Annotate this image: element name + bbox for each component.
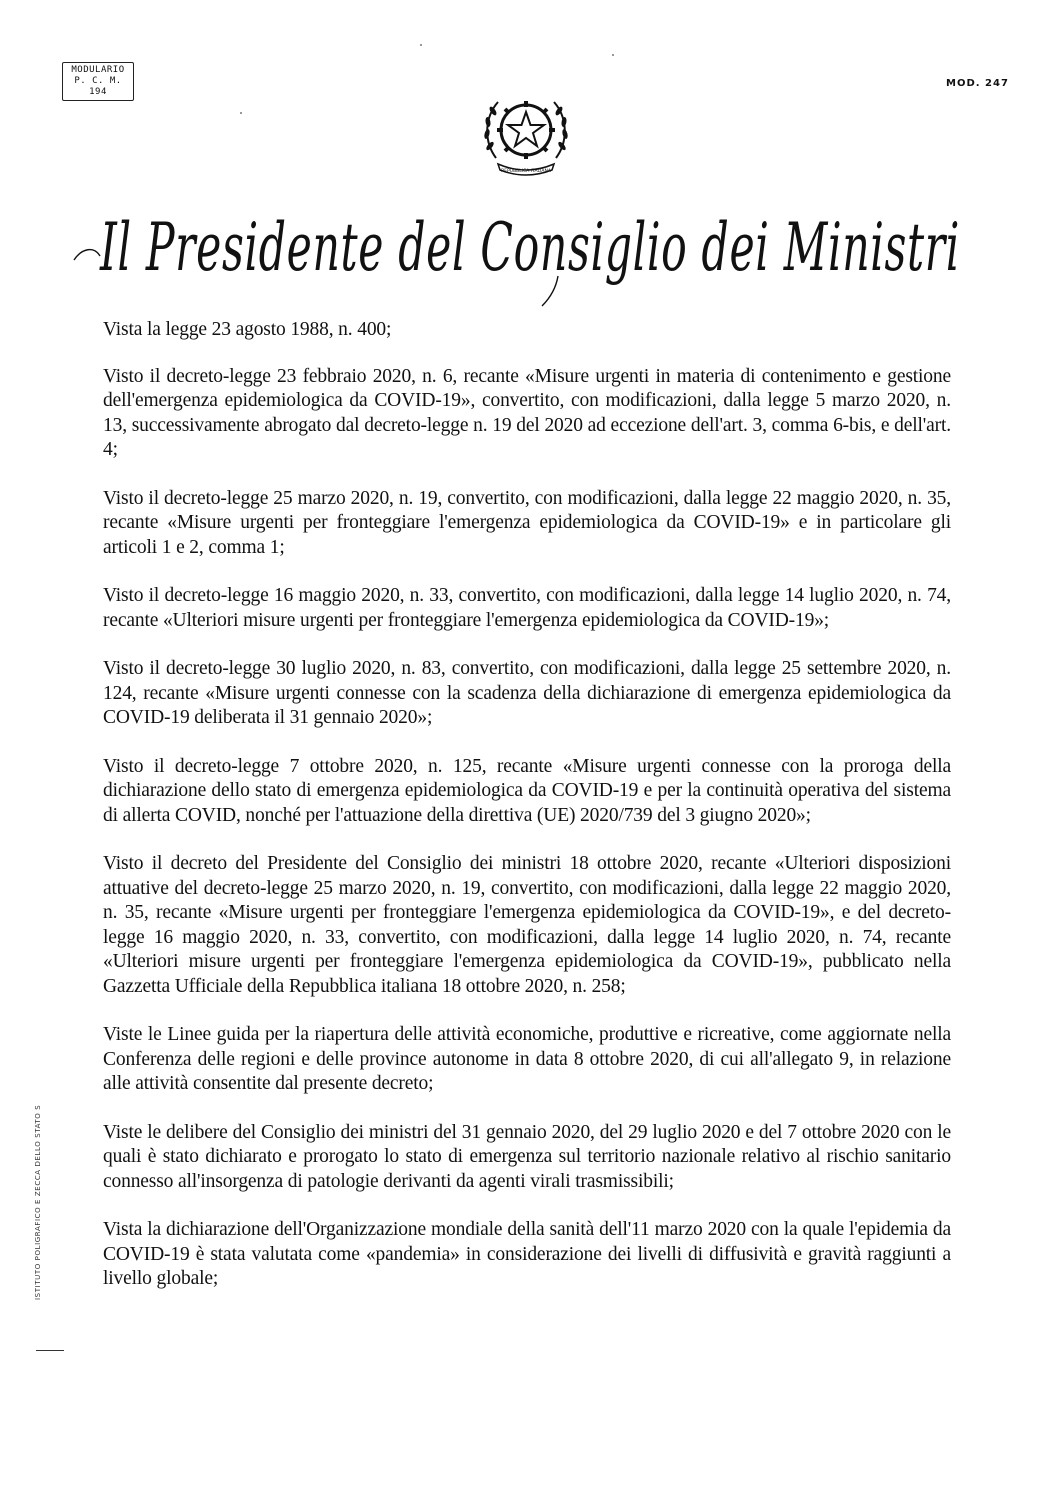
- paragraph-8: Viste le Linee guida per la riapertura delle attività economiche, produttive e ricreative, come aggiornate nella Conferenza delle regioni e delle province autonome in data 8 ottobre 2020, di cui all'allegato 9, in relazione alle attività consentite dal presente decreto;: [103, 1024, 951, 1094]
- svg-text:REPUBBLICA ITALIANA: REPUBBLICA ITALIANA: [501, 169, 551, 174]
- paragraph-7: Visto il decreto del Presidente del Consiglio dei ministri 18 ottobre 2020, recante «Ulteriori disposizioni attuative del decreto-legge 25 marzo 2020, n. 19, convertito, con modificazioni, dalla legge 22 maggio 2020, n. 35, recante «Misure urgenti per fronteggiare l'emergenza epidemiologica da COVID-19», e del decreto-legge 16 maggio 2020, n. 33, convertito, con modificazioni, dalla legge 14 luglio 2020, n. 74, recante «Ulteriori misure urgenti per fronteggiare l'emergenza epidemiologica da COVID-19», pubblicato nella Gazzetta Ufficiale della Repubblica italiana 18 ottobre 2020, n. 258;: [103, 853, 951, 997]
- paragraph-6: Visto il decreto-legge 7 ottobre 2020, n. 125, recante «Misure urgenti connesse con la proroga della dichiarazione dello stato di emergenza epidemiologica da COVID-19 e per la continuità operativa del sistema di allerta COVID, nonché per l'attuazione della direttiva (UE) 2020/739 del 3 giugno 2020»;: [103, 755, 951, 826]
- scan-speck: [612, 54, 614, 56]
- paragraph-4: Visto il decreto-legge 16 maggio 2020, n. 33, convertito, con modificazioni, dalla legge 14 luglio 2020, n. 74, recante «Ulteriori misure urgenti per fronteggiare l'emergenza epidemiologica da COVID-19»;: [103, 585, 951, 631]
- italian-republic-emblem-icon: [476, 80, 576, 180]
- margin-rule: [36, 1350, 64, 1351]
- printer-margin-note: ISTITUTO POLIGRAFICO E ZECCA DELLO STATO S: [34, 1104, 42, 1300]
- paragraph-3: Visto il decreto-legge 25 marzo 2020, n. 19, convertito, con modificazioni, dalla legge 22 maggio 2020, n. 35, recante «Misure urgenti per fronteggiare l'emergenza epidemiologica da COVID-19» e in particolare gli articoli 1 e 2, comma 1;: [103, 487, 951, 558]
- heading-text: Il Presidente del Consiglio dei Ministri: [99, 209, 961, 286]
- scan-speck: [240, 112, 242, 114]
- decree-preamble: [103, 318, 951, 1316]
- president-calligraphic-heading: [70, 178, 970, 318]
- form-code-box: [62, 62, 134, 101]
- paragraph-9: Viste le delibere del Consiglio dei ministri del 31 gennaio 2020, del 29 luglio 2020 e del 7 ottobre 2020 con le quali è stato dichiarato e prorogato lo stato di emergenza sul territorio nazionale relativo al rischio sanitario connesso all'insorgenza di patologie derivanti da agenti virali trasmissibili;: [103, 1121, 951, 1192]
- paragraph-1: Vista la legge 23 agosto 1988, n. 400;: [103, 319, 392, 340]
- paragraph-5: Visto il decreto-legge 30 luglio 2020, n. 83, convertito, con modificazioni, dalla legge 25 settembre 2020, n. 124, recante «Misure urgenti connesse con la scadenza della dichiarazione di emergenza epidemiologica da COVID-19 deliberata il 31 gennaio 2020»;: [103, 658, 951, 728]
- form-code-line-1: MODULARIO: [71, 65, 125, 75]
- paragraph-2: Visto il decreto-legge 23 febbraio 2020, n. 6, recante «Misure urgenti in materia di contenimento e gestione dell'emergenza epidemiologica da COVID-19», convertito, con modificazioni, dalla legge 5 marzo 2020, n. 13, successivamente abrogato dal decreto-legge n. 19 del 2020 ad eccezione dell'art. 3, comma 6-bis, e dell'art. 4;: [103, 365, 951, 460]
- scan-speck: [420, 44, 422, 46]
- form-code-line-2: P. C. M. 194: [74, 76, 122, 97]
- model-number: MOD. 247: [946, 78, 1009, 89]
- paragraph-10: Vista la dichiarazione dell'Organizzazione mondiale della sanità dell'11 marzo 2020 con la quale l'epidemia da COVID-19 è stata valutata come «pandemia» in considerazione dei livelli di diffusività e gravità raggiunti a livello globale;: [103, 1219, 951, 1289]
